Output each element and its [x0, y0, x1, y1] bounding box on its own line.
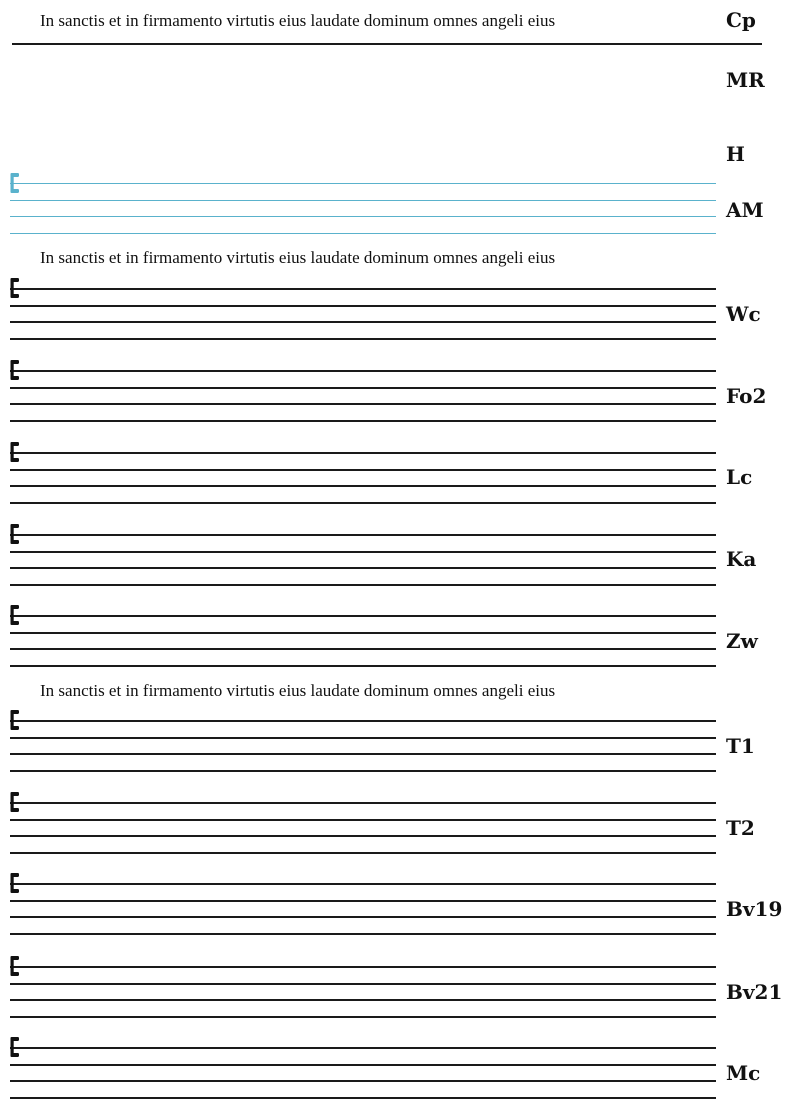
- staff-line: [10, 900, 716, 902]
- staff-line: [10, 321, 716, 323]
- siglum-fo2: Fo2: [726, 384, 767, 408]
- staff-line: [10, 1016, 716, 1018]
- staff-line: [10, 1097, 716, 1099]
- staff-t1: [10, 720, 716, 780]
- c-clef-icon: [10, 791, 20, 813]
- staff-line: [10, 370, 716, 372]
- staff-line: [10, 551, 716, 553]
- siglum-bv21: Bv21: [726, 980, 783, 1004]
- c-clef-icon: [10, 277, 20, 299]
- c-clef-icon: [10, 172, 20, 194]
- staff-line: [10, 615, 716, 617]
- staff-line: [10, 770, 716, 772]
- staff-line: [10, 233, 716, 234]
- siglum-am: AM: [726, 198, 764, 222]
- staff-line: [10, 737, 716, 739]
- staff-line: [10, 983, 716, 985]
- staff-line: [10, 999, 716, 1001]
- c-clef-icon: [10, 523, 20, 545]
- staff-line: [10, 200, 716, 201]
- c-clef-icon: [10, 441, 20, 463]
- staff-zw: [10, 615, 716, 675]
- staff-line: [10, 420, 716, 422]
- staff-line: [10, 403, 716, 405]
- staff-line: [10, 819, 716, 821]
- staff-mc: [10, 1047, 716, 1107]
- staff-line: [10, 288, 716, 290]
- staff-t2: [10, 802, 716, 862]
- staff-line: [10, 883, 716, 885]
- staff-line: [10, 802, 716, 804]
- staff-am: [10, 183, 716, 243]
- staff-line: [10, 916, 716, 918]
- staff-line: [10, 216, 716, 217]
- staff-ka: [10, 534, 716, 594]
- lyric-line: In sanctis et in firmamento virtutis eius laudate dominum omnes angeli eius: [40, 11, 556, 30]
- c-clef-icon: [10, 359, 20, 381]
- c-clef-icon: [10, 955, 20, 977]
- staff-line: [10, 720, 716, 722]
- staff-line: [10, 338, 716, 340]
- siglum-t1: T1: [726, 734, 755, 758]
- staff-line: [10, 753, 716, 755]
- staff-line: [10, 305, 716, 307]
- siglum-ka: Ka: [726, 547, 757, 571]
- staff-wc: [10, 288, 716, 348]
- siglum-lc: Lc: [726, 465, 753, 489]
- siglum-zw: Zw: [726, 629, 758, 653]
- staff-line: [10, 387, 716, 389]
- siglum-mr: MR: [726, 68, 765, 92]
- c-clef-icon: [10, 872, 20, 894]
- c-clef-icon: [10, 604, 20, 626]
- staff-line: [10, 502, 716, 504]
- staff-line: [10, 1080, 716, 1082]
- staff-line: [10, 933, 716, 935]
- staff-fo2: [10, 370, 716, 430]
- staff-line: [10, 665, 716, 667]
- staff-line: [10, 183, 716, 184]
- staff-line: [10, 584, 716, 586]
- siglum-h: H: [726, 142, 745, 166]
- separator-rule: [12, 43, 762, 45]
- c-clef-icon: [10, 709, 20, 731]
- staff-line: [10, 534, 716, 536]
- staff-line: [10, 852, 716, 854]
- lyric-line: In sanctis et in firmamento virtutis eius laudate dominum omnes angeli eius: [40, 681, 556, 700]
- c-clef-icon: [10, 1036, 20, 1058]
- siglum-cp: Cp: [726, 8, 756, 32]
- lyric-line: In sanctis et in firmamento virtutis eius laudate dominum omnes angeli eius: [40, 248, 556, 267]
- staff-bv19: [10, 883, 716, 943]
- staff-line: [10, 469, 716, 471]
- staff-line: [10, 966, 716, 968]
- staff-bv21: [10, 966, 716, 1026]
- staff-line: [10, 632, 716, 634]
- staff-line: [10, 1047, 716, 1049]
- staff-line: [10, 452, 716, 454]
- siglum-wc: Wc: [726, 302, 761, 326]
- siglum-bv19: Bv19: [726, 897, 783, 921]
- staff-line: [10, 567, 716, 569]
- staff-line: [10, 648, 716, 650]
- siglum-t2: T2: [726, 816, 755, 840]
- staff-lc: [10, 452, 716, 512]
- siglum-mc: Mc: [726, 1061, 761, 1085]
- staff-line: [10, 1064, 716, 1066]
- staff-line: [10, 485, 716, 487]
- staff-line: [10, 835, 716, 837]
